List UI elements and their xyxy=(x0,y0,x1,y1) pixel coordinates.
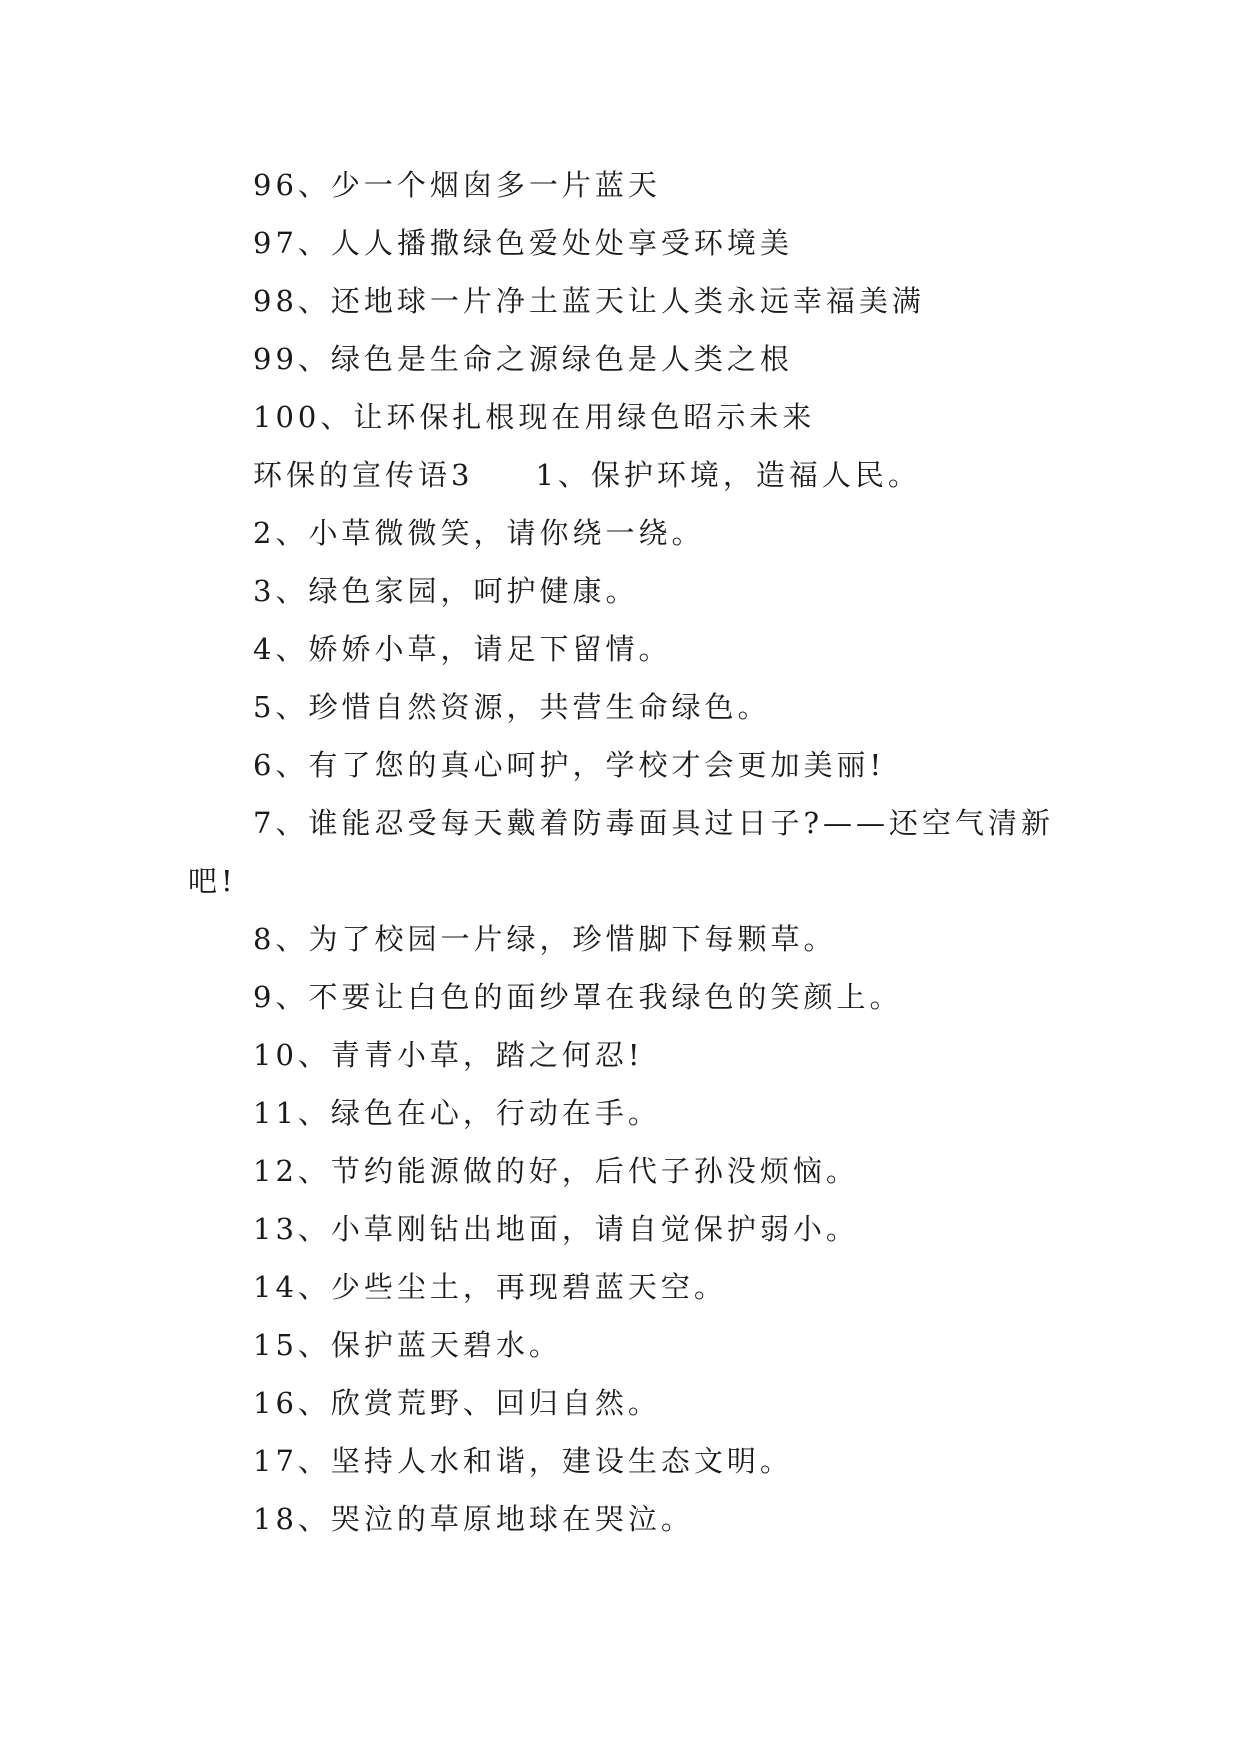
slogan-line-1: 1、保护环境，造福人民。 xyxy=(535,458,921,492)
slogan-line-2: 2、小草微微笑，请你绕一绕。 xyxy=(253,516,705,550)
slogan-line-100: 100、让环保扎根现在用绿色昭示未来 xyxy=(253,400,816,434)
section-row xyxy=(0,455,1241,495)
slogan-line-7: 7、谁能忍受每天戴着防毒面具过日子?——还空气清新 xyxy=(253,806,1054,840)
slogan-line-4: 4、娇娇小草，请足下留情。 xyxy=(253,632,672,666)
slogan-line-9: 9、不要让白色的面纱罩在我绿色的笑颜上。 xyxy=(253,980,903,1014)
slogan-line-97: 97、人人播撒绿色爱处处享受环境美 xyxy=(253,226,793,260)
slogan-line-16: 16、欣赏荒野、回归自然。 xyxy=(253,1386,661,1420)
slogan-line-13: 13、小草刚钻出地面，请自觉保护弱小。 xyxy=(253,1212,859,1246)
slogan-line-15: 15、保护蓝天碧水。 xyxy=(253,1328,562,1362)
slogan-line-12: 12、节约能源做的好，后代子孙没烦恼。 xyxy=(253,1154,859,1188)
slogan-line-6: 6、有了您的真心呵护，学校才会更加美丽! xyxy=(253,748,886,782)
slogan-line-96: 96、少一个烟囱多一片蓝天 xyxy=(253,168,661,202)
section-heading: 环保的宣传语3 xyxy=(253,458,474,492)
slogan-line-18: 18、哭泣的草原地球在哭泣。 xyxy=(253,1502,694,1536)
slogan-line-99: 99、绿色是生命之源绿色是人类之根 xyxy=(253,342,793,376)
slogan-line-14: 14、少些尘土，再现碧蓝天空。 xyxy=(253,1270,727,1304)
slogan-line-11: 11、绿色在心，行动在手。 xyxy=(253,1096,661,1130)
slogan-line-8: 8、为了校园一片绿，珍惜脚下每颗草。 xyxy=(253,922,837,956)
slogan-line-98: 98、还地球一片净土蓝天让人类永远幸福美满 xyxy=(253,284,925,318)
slogan-line-5: 5、珍惜自然资源，共营生命绿色。 xyxy=(253,690,771,724)
slogan-line-17: 17、坚持人水和谐，建设生态文明。 xyxy=(253,1444,793,1478)
slogan-line-10: 10、青青小草，踏之何忍! xyxy=(253,1038,644,1072)
slogan-line-7-continuation: 吧! xyxy=(188,864,237,898)
slogan-line-3: 3、绿色家园，呵护健康。 xyxy=(253,574,639,608)
